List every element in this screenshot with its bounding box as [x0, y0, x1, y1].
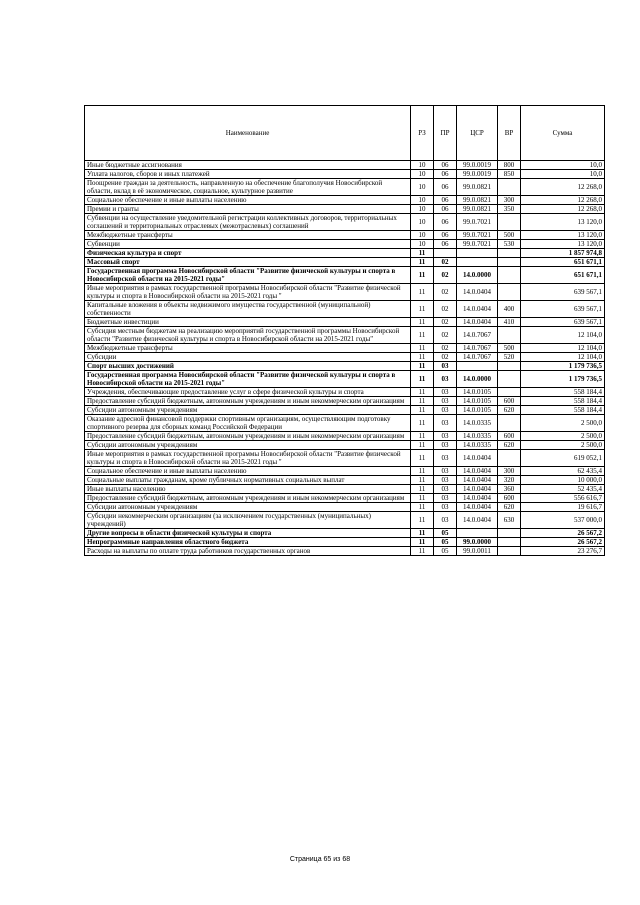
row-rz: 10 [411, 240, 434, 249]
row-csr [457, 258, 498, 267]
row-vr: 530 [498, 240, 521, 249]
table-row [85, 353, 605, 362]
row-csr: 14.0.0404 [457, 503, 498, 512]
row-csr: 14.0.0404 [457, 494, 498, 503]
row-sum: 12 268,0 [521, 205, 605, 214]
row-name: Оказание адресной финансовой поддержки спортивным организациям, осуществляющим подготовку спортивного резерва для сборных команд Российской Федерации [85, 415, 411, 432]
row-csr: 99.0.0019 [457, 161, 498, 170]
table-row [85, 415, 605, 432]
row-rz: 11 [411, 503, 434, 512]
row-pr: 03 [434, 415, 457, 432]
row-vr: 600 [498, 432, 521, 441]
row-sum: 537 000,0 [521, 512, 605, 529]
row-name: Непрограммные направления областного бюджета [85, 538, 411, 547]
row-sum: 10,0 [521, 170, 605, 179]
table-row [85, 214, 605, 231]
row-pr: 02 [434, 318, 457, 327]
row-vr [498, 529, 521, 538]
row-sum: 12 104,0 [521, 344, 605, 353]
row-name: Социальное обеспечение и иные выплаты населению [85, 467, 411, 476]
row-rz: 11 [411, 249, 434, 258]
row-name: Субсидии автономным учреждениям [85, 503, 411, 512]
row-rz: 11 [411, 485, 434, 494]
row-rz: 11 [411, 327, 434, 344]
row-name: Субсидии автономным учреждениям [85, 406, 411, 415]
row-vr [498, 284, 521, 301]
row-pr: 06 [434, 170, 457, 179]
table-row [85, 529, 605, 538]
table-row [85, 249, 605, 258]
row-rz: 11 [411, 344, 434, 353]
row-name: Учреждения, обеспечивающие предоставление услуг в сфере физической культуры и спорта [85, 388, 411, 397]
row-name: Субвенции [85, 240, 411, 249]
table-header-row [85, 106, 605, 161]
row-name: Иные мероприятия в рамках государственной программы Новосибирской области "Развитие физической культуры и спорта в Новосибирской области на 2015-2021 годы " [85, 450, 411, 467]
row-pr: 03 [434, 485, 457, 494]
row-rz: 11 [411, 362, 434, 371]
row-csr: 99.0.0000 [457, 538, 498, 547]
row-csr: 99.0.0821 [457, 196, 498, 205]
row-name: Социальные выплаты гражданам, кроме публичных нормативных социальных выплат [85, 476, 411, 485]
row-csr: 14.0.0335 [457, 432, 498, 441]
row-csr: 14.0.0335 [457, 441, 498, 450]
row-vr [498, 362, 521, 371]
row-pr: 03 [434, 371, 457, 388]
row-pr: 03 [434, 476, 457, 485]
row-sum: 13 120,0 [521, 240, 605, 249]
row-rz: 11 [411, 441, 434, 450]
row-name: Премии и гранты [85, 205, 411, 214]
row-vr [498, 327, 521, 344]
table-row [85, 512, 605, 529]
row-csr: 14.0.0404 [457, 301, 498, 318]
row-name: Бюджетные инвестиции [85, 318, 411, 327]
row-vr: 400 [498, 301, 521, 318]
row-sum: 52 435,4 [521, 485, 605, 494]
row-name: Иные выплаты населению [85, 485, 411, 494]
row-csr: 99.0.7021 [457, 214, 498, 231]
page-number: Страница 65 из 68 [289, 856, 351, 863]
row-vr [498, 258, 521, 267]
row-pr: 03 [434, 441, 457, 450]
table-row [85, 231, 605, 240]
header-rz: РЗ [411, 106, 434, 161]
row-vr: 850 [498, 170, 521, 179]
table-row [85, 397, 605, 406]
row-rz: 10 [411, 231, 434, 240]
row-csr: 14.0.0000 [457, 371, 498, 388]
row-vr: 630 [498, 512, 521, 529]
row-pr: 02 [434, 344, 457, 353]
row-rz: 11 [411, 450, 434, 467]
table-row [85, 432, 605, 441]
row-csr: 99.0.0011 [457, 547, 498, 556]
row-sum: 12 268,0 [521, 179, 605, 196]
table-row [85, 318, 605, 327]
row-name: Субсидия местным бюджетам на реализацию мероприятий государственной программы Новосибирской области "Развитие физической культуры и спорта в Новосибирской области на 2015-2021 годы" [85, 327, 411, 344]
row-name: Предоставление субсидий бюджетным, автономным учреждениям и иным некоммерческим организациям [85, 397, 411, 406]
row-rz: 10 [411, 214, 434, 231]
row-csr: 14.0.0105 [457, 388, 498, 397]
row-csr: 14.0.0105 [457, 397, 498, 406]
row-rz: 11 [411, 494, 434, 503]
table-row [85, 327, 605, 344]
row-pr: 03 [434, 494, 457, 503]
row-csr: 14.0.0404 [457, 467, 498, 476]
row-name: Межбюджетные трансферты [85, 231, 411, 240]
header-csr: ЦСР [457, 106, 498, 161]
row-name: Социальное обеспечение и иные выплаты населению [85, 196, 411, 205]
row-sum: 13 120,0 [521, 231, 605, 240]
row-sum: 651 671,1 [521, 258, 605, 267]
row-csr: 14.0.0335 [457, 415, 498, 432]
table-row [85, 196, 605, 205]
row-name: Субсидии некоммерческим организациям (за исключением государственных (муниципальных) учреждений) [85, 512, 411, 529]
row-pr: 02 [434, 284, 457, 301]
row-pr: 02 [434, 258, 457, 267]
row-sum: 26 567,2 [521, 538, 605, 547]
row-sum: 2 500,0 [521, 432, 605, 441]
row-csr: 14.0.0404 [457, 485, 498, 494]
row-vr: 620 [498, 406, 521, 415]
row-rz: 11 [411, 538, 434, 547]
row-csr: 14.0.7067 [457, 327, 498, 344]
row-pr: 06 [434, 231, 457, 240]
row-vr: 300 [498, 467, 521, 476]
row-rz: 11 [411, 318, 434, 327]
row-name: Другие вопросы в области физической культуры и спорта [85, 529, 411, 538]
row-pr: 03 [434, 406, 457, 415]
header-sum: Сумма [521, 106, 605, 161]
row-csr: 14.0.0404 [457, 318, 498, 327]
row-pr [434, 249, 457, 258]
row-name: Поощрение граждан за деятельность, направленную на обеспечение благополучия Новосибирской области, вклад в её экономическое, социальное, культурное развитие [85, 179, 411, 196]
row-vr: 360 [498, 485, 521, 494]
row-vr [498, 388, 521, 397]
row-csr: 99.0.0821 [457, 205, 498, 214]
row-name: Межбюджетные трансферты [85, 344, 411, 353]
row-sum: 12 268,0 [521, 196, 605, 205]
row-name: Субсидии автономным учреждениям [85, 441, 411, 450]
row-pr: 02 [434, 353, 457, 362]
row-pr: 02 [434, 327, 457, 344]
table-row [85, 161, 605, 170]
row-name: Расходы на выплаты по оплате труда работников государственных органов [85, 547, 411, 556]
table-row [85, 267, 605, 284]
row-name: Капитальные вложения в объекты недвижимого имущества государственной (муниципальной) собственности [85, 301, 411, 318]
row-vr: 300 [498, 196, 521, 205]
row-name: Иные мероприятия в рамках государственной программы Новосибирской области "Развитие физической культуры и спорта в Новосибирской области на 2015-2021 годы " [85, 284, 411, 301]
row-csr: 99.0.0821 [457, 179, 498, 196]
row-vr [498, 249, 521, 258]
table-row [85, 205, 605, 214]
row-vr [498, 179, 521, 196]
row-vr: 500 [498, 344, 521, 353]
row-csr [457, 362, 498, 371]
row-vr: 600 [498, 397, 521, 406]
row-pr: 03 [434, 362, 457, 371]
row-vr: 410 [498, 318, 521, 327]
row-csr [457, 529, 498, 538]
row-pr: 06 [434, 179, 457, 196]
row-sum: 556 616,7 [521, 494, 605, 503]
table-row [85, 494, 605, 503]
row-rz: 10 [411, 196, 434, 205]
row-vr [498, 547, 521, 556]
row-sum: 19 616,7 [521, 503, 605, 512]
row-rz: 10 [411, 170, 434, 179]
row-sum: 23 276,7 [521, 547, 605, 556]
budget-table [84, 105, 605, 556]
header-pr: ПР [434, 106, 457, 161]
row-csr: 99.0.7021 [457, 240, 498, 249]
row-rz: 11 [411, 397, 434, 406]
row-rz: 11 [411, 476, 434, 485]
row-pr: 03 [434, 450, 457, 467]
row-pr: 03 [434, 512, 457, 529]
row-vr: 320 [498, 476, 521, 485]
row-rz: 10 [411, 205, 434, 214]
row-name: Государственная программа Новосибирской области "Развитие физической культуры и спорта в Новосибирской области на 2015-2021 годы" [85, 371, 411, 388]
table-row [85, 503, 605, 512]
row-vr: 800 [498, 161, 521, 170]
row-name: Предоставление субсидий бюджетным, автономным учреждениям и иным некоммерческим организациям [85, 432, 411, 441]
row-sum: 1 179 736,5 [521, 371, 605, 388]
table-row [85, 388, 605, 397]
row-csr: 14.0.0404 [457, 450, 498, 467]
table-row [85, 450, 605, 467]
row-rz: 11 [411, 267, 434, 284]
row-vr: 500 [498, 231, 521, 240]
row-pr: 03 [434, 388, 457, 397]
row-sum: 558 184,4 [521, 397, 605, 406]
row-pr: 05 [434, 547, 457, 556]
table-row [85, 441, 605, 450]
row-sum: 639 567,1 [521, 318, 605, 327]
row-vr: 620 [498, 441, 521, 450]
table-row [85, 179, 605, 196]
row-rz: 11 [411, 284, 434, 301]
table-row [85, 467, 605, 476]
row-rz: 11 [411, 388, 434, 397]
table-row [85, 485, 605, 494]
row-pr: 02 [434, 301, 457, 318]
row-pr: 03 [434, 397, 457, 406]
row-vr [498, 214, 521, 231]
table-row [85, 258, 605, 267]
table-row [85, 344, 605, 353]
row-rz: 11 [411, 353, 434, 362]
row-rz: 11 [411, 547, 434, 556]
row-sum: 26 567,2 [521, 529, 605, 538]
row-csr: 14.0.0105 [457, 406, 498, 415]
row-vr [498, 538, 521, 547]
row-csr: 14.0.7067 [457, 353, 498, 362]
row-sum: 558 184,4 [521, 406, 605, 415]
row-sum: 13 120,0 [521, 214, 605, 231]
row-vr: 620 [498, 503, 521, 512]
table-row [85, 362, 605, 371]
row-vr [498, 450, 521, 467]
row-pr: 03 [434, 467, 457, 476]
row-vr [498, 267, 521, 284]
row-sum: 558 184,4 [521, 388, 605, 397]
row-csr: 14.0.0404 [457, 476, 498, 485]
row-csr [457, 249, 498, 258]
table-row [85, 240, 605, 249]
row-sum: 651 671,1 [521, 267, 605, 284]
row-vr [498, 415, 521, 432]
row-pr: 06 [434, 196, 457, 205]
row-csr: 14.0.0404 [457, 512, 498, 529]
header-name: Наименование [85, 106, 411, 161]
row-sum: 639 567,1 [521, 284, 605, 301]
table-row [85, 371, 605, 388]
row-sum: 1 857 974,8 [521, 249, 605, 258]
row-pr: 03 [434, 432, 457, 441]
row-rz: 11 [411, 301, 434, 318]
row-rz: 11 [411, 371, 434, 388]
row-rz: 11 [411, 432, 434, 441]
row-pr: 02 [434, 267, 457, 284]
row-pr: 06 [434, 205, 457, 214]
row-sum: 10,0 [521, 161, 605, 170]
row-sum: 62 435,4 [521, 467, 605, 476]
row-sum: 639 567,1 [521, 301, 605, 318]
row-csr: 14.0.0000 [457, 267, 498, 284]
row-name: Спорт высших достижений [85, 362, 411, 371]
header-vr: ВР [498, 106, 521, 161]
row-name: Предоставление субсидий бюджетным, автономным учреждениям и иным некоммерческим организациям [85, 494, 411, 503]
row-rz: 11 [411, 512, 434, 529]
table-row [85, 538, 605, 547]
row-pr: 06 [434, 240, 457, 249]
row-name: Субсидии [85, 353, 411, 362]
table-row [85, 284, 605, 301]
row-pr: 06 [434, 214, 457, 231]
row-sum: 10 000,0 [521, 476, 605, 485]
row-sum: 1 179 736,5 [521, 362, 605, 371]
row-sum: 2 500,0 [521, 415, 605, 432]
row-name: Государственная программа Новосибирской области "Развитие физической культуры и спорта в Новосибирской области на 2015-2021 годы" [85, 267, 411, 284]
row-pr: 03 [434, 503, 457, 512]
row-vr [498, 371, 521, 388]
row-pr: 06 [434, 161, 457, 170]
row-name: Субвенции на осуществление уведомительной регистрации коллективных договоров, территориальных соглашений и территориальных отраслевых (межотраслевых) соглашений [85, 214, 411, 231]
row-name: Иные бюджетные ассигнования [85, 161, 411, 170]
row-rz: 11 [411, 467, 434, 476]
row-csr: 14.0.7067 [457, 344, 498, 353]
row-name: Физическая культура и спорт [85, 249, 411, 258]
row-sum: 619 052,1 [521, 450, 605, 467]
table-row [85, 476, 605, 485]
row-rz: 10 [411, 161, 434, 170]
row-pr: 05 [434, 538, 457, 547]
row-vr: 350 [498, 205, 521, 214]
table-row [85, 301, 605, 318]
row-sum: 12 104,0 [521, 327, 605, 344]
row-sum: 2 500,0 [521, 441, 605, 450]
row-rz: 10 [411, 179, 434, 196]
row-name: Уплата налогов, сборов и иных платежей [85, 170, 411, 179]
row-csr: 99.0.7021 [457, 231, 498, 240]
row-pr: 05 [434, 529, 457, 538]
row-csr: 14.0.0404 [457, 284, 498, 301]
table-row [85, 170, 605, 179]
row-rz: 11 [411, 529, 434, 538]
row-rz: 11 [411, 415, 434, 432]
row-rz: 11 [411, 258, 434, 267]
row-csr: 99.0.0019 [457, 170, 498, 179]
table-row [85, 406, 605, 415]
row-vr: 600 [498, 494, 521, 503]
row-sum: 12 104,0 [521, 353, 605, 362]
row-name: Массовый спорт [85, 258, 411, 267]
row-rz: 11 [411, 406, 434, 415]
row-vr: 520 [498, 353, 521, 362]
table-row [85, 547, 605, 556]
